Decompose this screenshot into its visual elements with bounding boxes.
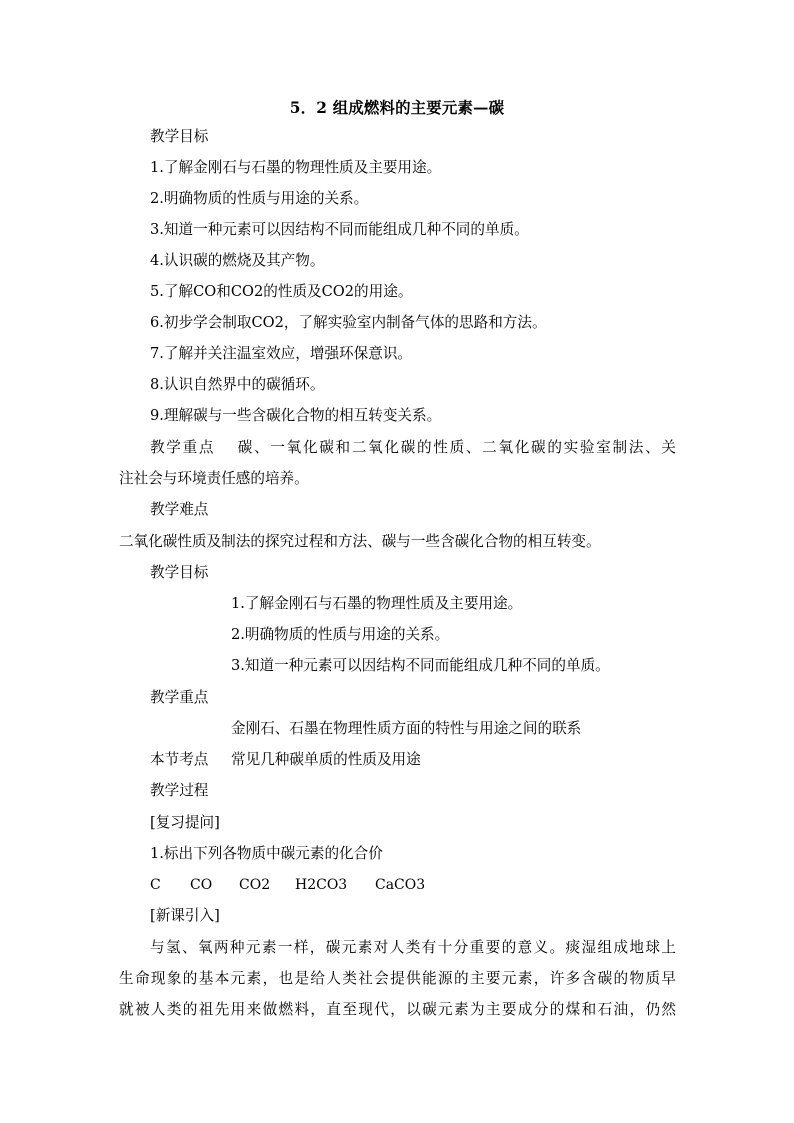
exam-points-text: 常见几种碳单质的性质及用途 <box>231 751 421 768</box>
objective-item: 4.认识碳的燃烧及其产物。 <box>150 252 325 269</box>
objective-item: 3.知道一种元素可以因结构不同而能组成几种不同的单质。 <box>150 221 529 238</box>
key-points-line-1: 教学重点 碳、一氧化碳和二氧化碳的性质、二氧化碳的实验室制法、关 <box>150 439 676 456</box>
exam-points-label: 本节考点 <box>150 751 209 768</box>
review-question: 1.标出下列各物质中碳元素的化合价 <box>150 845 383 862</box>
objectives-heading: 教学目标 <box>150 128 209 145</box>
formula: CO <box>190 877 213 893</box>
intro-line: 就被人类的祖先用来做燃料，直至现代，以碳元素为主要成分的煤和石油，仍然 <box>119 1001 676 1018</box>
section-key-heading: 教学重点 <box>150 689 209 706</box>
objective-item: 8.认识自然界中的碳循环。 <box>150 376 325 393</box>
objective-item: 6.初步学会制取CO2，了解实验室内制备气体的思路和方法。 <box>150 314 547 331</box>
objective-item: 1.了解金刚石与石墨的物理性质及主要用途。 <box>150 159 442 176</box>
difficulties-heading: 教学难点 <box>150 501 209 518</box>
objective-item: 2.明确物质的性质与用途的关系。 <box>150 190 369 207</box>
section-objective-item: 2.明确物质的性质与用途的关系。 <box>231 626 450 643</box>
formula: CO2 <box>239 877 271 893</box>
objective-item: 7.了解并关注温室效应，增强环保意识。 <box>150 345 413 362</box>
formula: CaCO3 <box>375 877 426 893</box>
key-points-line-2: 注社会与环境责任感的培养。 <box>119 470 309 487</box>
section-key-text: 金刚石、石墨在物理性质方面的特性与用途之间的联系 <box>231 720 582 737</box>
objective-item: 5.了解CO和CO2的性质及CO2的用途。 <box>150 283 413 300</box>
intro-line: 与氢、氧两种元素一样，碳元素对人类有十分重要的意义。痰湿组成地球上 <box>150 939 676 956</box>
intro-line: 生命现象的基本元素，也是给人类社会提供能源的主要元素，许多含碳的物质早 <box>119 970 676 987</box>
section-objective-item: 1.了解金刚石与石墨的物理性质及主要用途。 <box>231 595 523 612</box>
page-title: 5．2 组成燃料的主要元素—碳 <box>289 99 505 117</box>
section-objectives-heading: 教学目标 <box>150 564 209 581</box>
formula: C <box>150 877 161 893</box>
intro-heading: [新课引入] <box>150 907 220 924</box>
formula: H2CO3 <box>295 877 348 893</box>
section-objective-item: 3.知道一种元素可以因结构不同而能组成几种不同的单质。 <box>231 657 610 674</box>
difficulties-text: 二氧化碳性质及制法的探究过程和方法、碳与一些含碳化合物的相互转变。 <box>119 533 601 550</box>
objective-item: 9.理解碳与一些含碳化合物的相互转变关系。 <box>150 407 442 424</box>
review-heading: [复习提问] <box>150 814 220 831</box>
process-heading: 教学过程 <box>150 782 209 799</box>
